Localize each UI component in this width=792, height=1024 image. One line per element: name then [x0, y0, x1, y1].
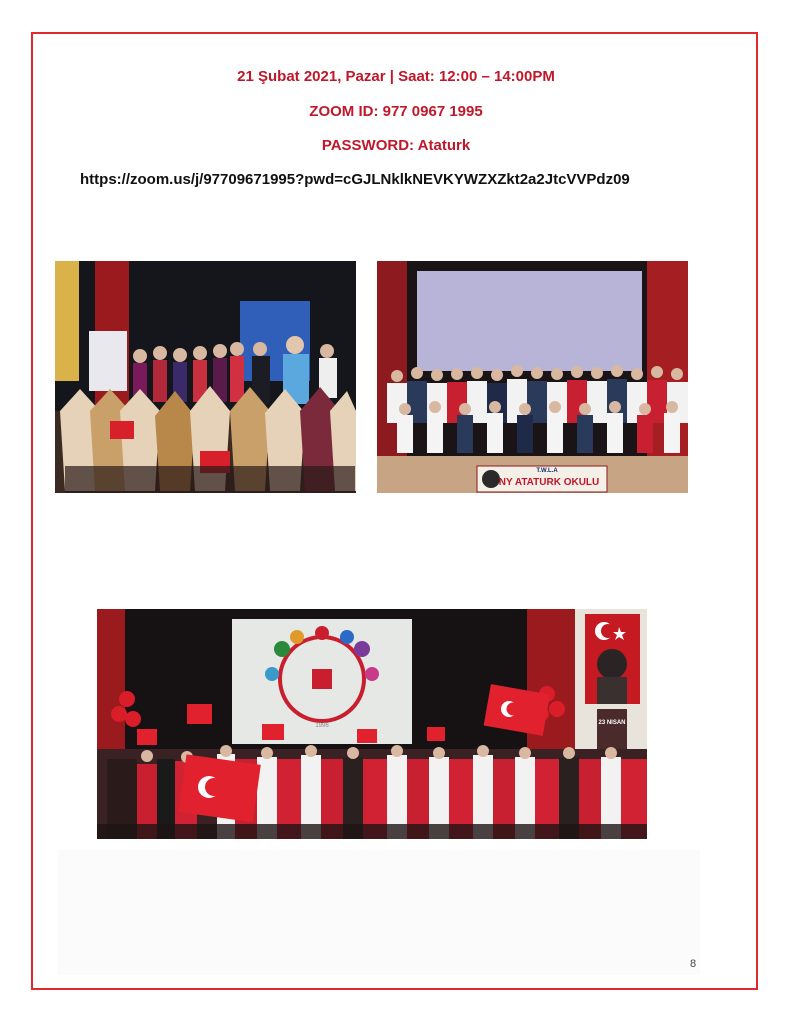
zoom-link[interactable]: https://zoom.us/j/97709671995?pwd=cGJLNklkNEVKYWZXZkt2a2JtcVVPdz09: [80, 171, 630, 188]
school-banner-text: NY ATATURK OKULU: [498, 477, 600, 488]
zoom-password: PASSWORD: Ataturk: [321, 137, 471, 154]
poster-text: 23 NISAN: [598, 720, 626, 726]
school-children-stage-photo: [377, 261, 688, 493]
folk-dance-group-photo: [55, 261, 356, 493]
banner-small-text: T.W.L.A: [536, 468, 558, 474]
faint-background-block: [58, 850, 700, 975]
celebration-flags-photo: [97, 609, 647, 839]
zoom-id: ZOOM ID: 977 0967 1995: [309, 103, 483, 120]
logo-year: 1996: [315, 723, 329, 729]
event-date-time: 21 Şubat 2021, Pazar | Saat: 12:00 – 14:00PM: [237, 68, 555, 85]
page-number: 8: [690, 958, 697, 970]
